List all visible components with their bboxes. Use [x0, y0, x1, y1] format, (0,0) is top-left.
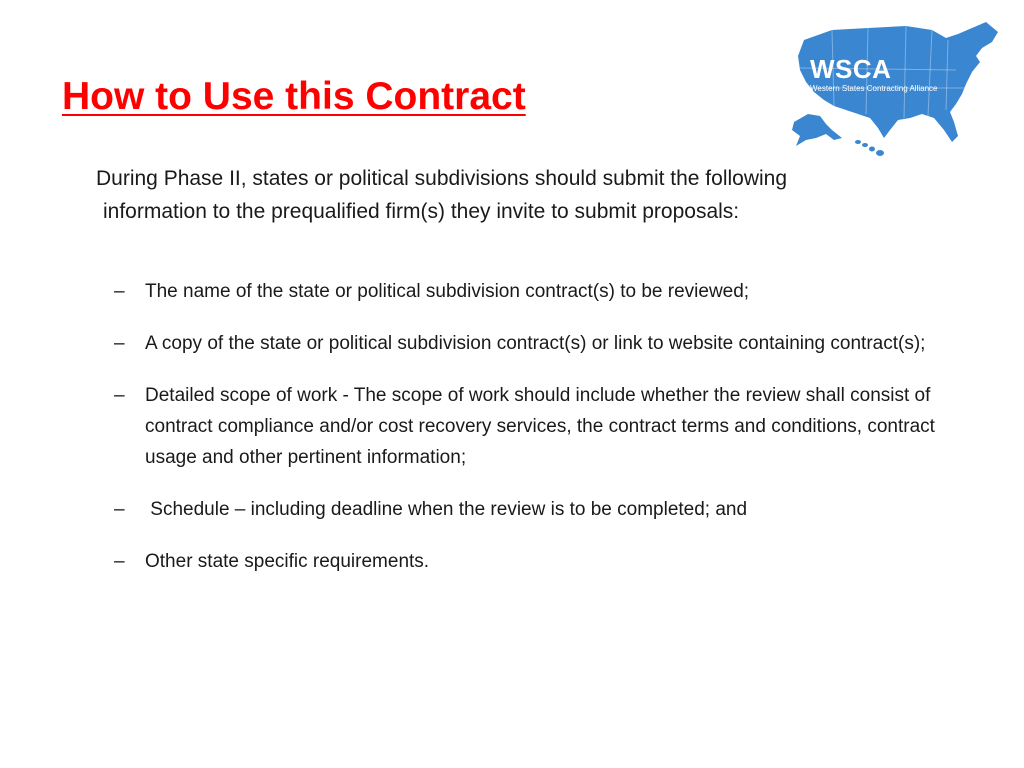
list-item: [114, 276, 984, 307]
slide-title: How to Use this Contract: [62, 75, 526, 118]
list-item-text: A copy of the state or political subdivision contract(s) or link to website containing contract(s);: [145, 333, 926, 354]
intro-line-2: information to the prequalified firm(s) they invite to submit proposals:: [103, 200, 740, 223]
list-item-text: Detailed scope of work - The scope of work should include whether the review shall consist of contract compliance and/or cost recovery services, the contract terms and conditions, contract usage and other pertinent information;: [145, 385, 935, 468]
intro-line-1: During Phase II, states or political subdivisions should submit the following: [96, 167, 788, 190]
intro-paragraph: [96, 162, 976, 228]
list-item-text: Schedule – including deadline when the review is to be completed; and: [145, 499, 748, 520]
list-item: [114, 328, 984, 359]
list-item: [114, 546, 984, 577]
list-item-text: Other state specific requirements.: [145, 551, 430, 572]
logo-subtitle: Western States Contracting Alliance: [810, 84, 938, 93]
list-item: [114, 380, 984, 473]
logo-name: WSCA: [810, 54, 892, 84]
list-item-text: The name of the state or political subdivision contract(s) to be reviewed;: [145, 281, 750, 302]
requirements-list: [114, 276, 984, 598]
dash-marker: –: [114, 551, 125, 572]
dash-marker: –: [114, 333, 125, 354]
dash-marker: –: [114, 385, 125, 406]
wsca-logo: [786, 18, 1002, 158]
dash-marker: –: [114, 281, 125, 302]
list-item: [114, 494, 984, 525]
dash-marker: –: [114, 499, 125, 520]
